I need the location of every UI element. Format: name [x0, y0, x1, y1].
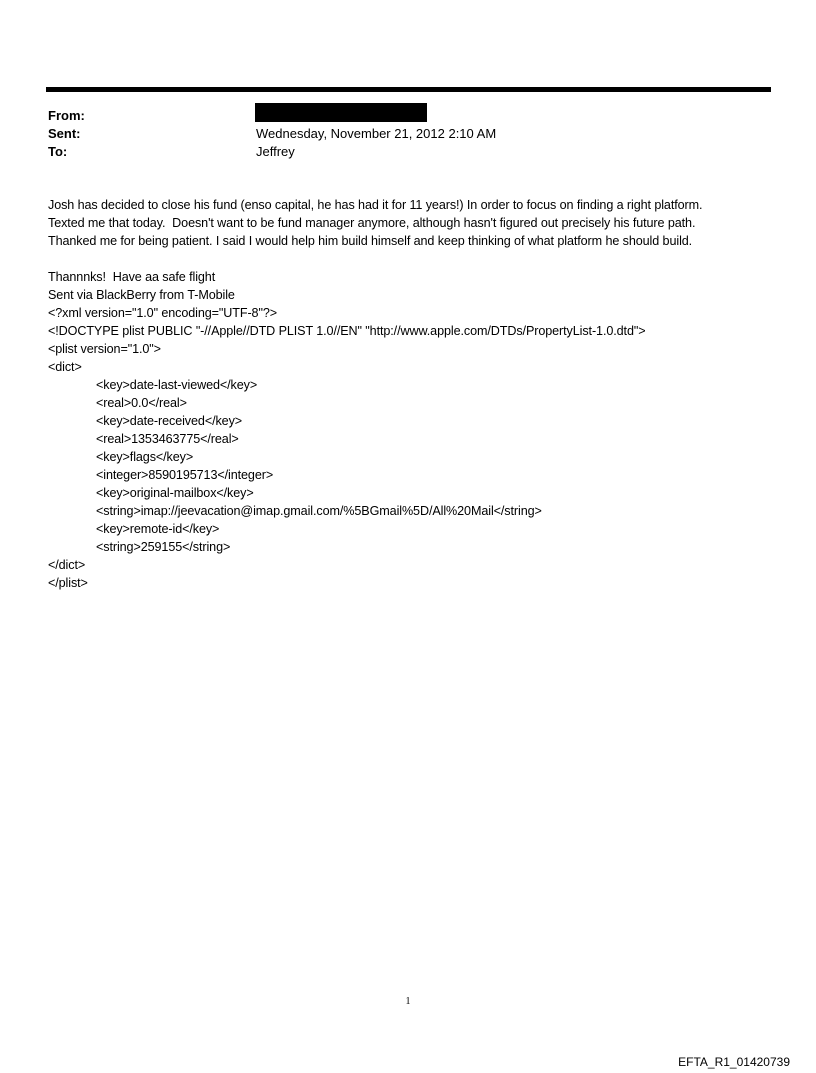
plist-entry: <real>1353463775</real>	[96, 432, 239, 446]
plist-entry: <key>original-mailbox</key>	[96, 486, 254, 500]
plist-entry: <string>imap://jeevacation@imap.gmail.com/%5BGmail%5D/All%20Mail</string>	[96, 504, 542, 518]
plist-entry: <real>0.0</real>	[96, 396, 187, 410]
sent-label: Sent:	[48, 126, 81, 141]
plist-entry: <key>flags</key>	[96, 450, 194, 464]
to-value: Jeffrey	[256, 144, 295, 159]
body-line-1: Josh has decided to close his fund (enso capital, he has had it for 11 years!) In order to focus on finding a right platform.	[48, 198, 703, 212]
plist-entry: <string>259155</string>	[96, 540, 231, 554]
plist-close: </plist>	[48, 576, 88, 590]
page-number: 1	[405, 996, 411, 1007]
header-rule	[46, 87, 771, 92]
redaction-block	[255, 103, 427, 122]
plist-entry: <key>date-received</key>	[96, 414, 243, 428]
plist-entry: <key>remote-id</key>	[96, 522, 220, 536]
closing-line-2: Sent via BlackBerry from T-Mobile	[48, 288, 235, 302]
sent-value: Wednesday, November 21, 2012 2:10 AM	[256, 126, 497, 141]
plist-xml-decl: <?xml version="1.0" encoding="UTF-8"?>	[48, 306, 277, 320]
closing-line-1: Thannnks! Have aa safe flight	[48, 270, 216, 284]
plist-open: <plist version="1.0">	[48, 342, 161, 356]
from-label: From:	[48, 108, 85, 123]
body-line-3: Thanked me for being patient. I said I would help him build himself and keep thinking of what platform he should build.	[48, 234, 693, 248]
bates-id: EFTA_R1_01420739	[678, 1055, 790, 1069]
plist-entry: <integer>8590195713</integer>	[96, 468, 274, 482]
plist-doctype: <!DOCTYPE plist PUBLIC "-//Apple//DTD PLIST 1.0//EN" "http://www.apple.com/DTDs/PropertyList-1.0.dtd">	[48, 324, 646, 338]
dict-close: </dict>	[48, 558, 86, 572]
to-label: To:	[48, 144, 68, 159]
dict-open: <dict>	[48, 360, 82, 374]
plist-entry: <key>date-last-viewed</key>	[96, 378, 258, 392]
body-line-2: Texted me that today. Doesn't want to be fund manager anymore, although hasn't figured out precisely his future path.	[48, 216, 696, 230]
